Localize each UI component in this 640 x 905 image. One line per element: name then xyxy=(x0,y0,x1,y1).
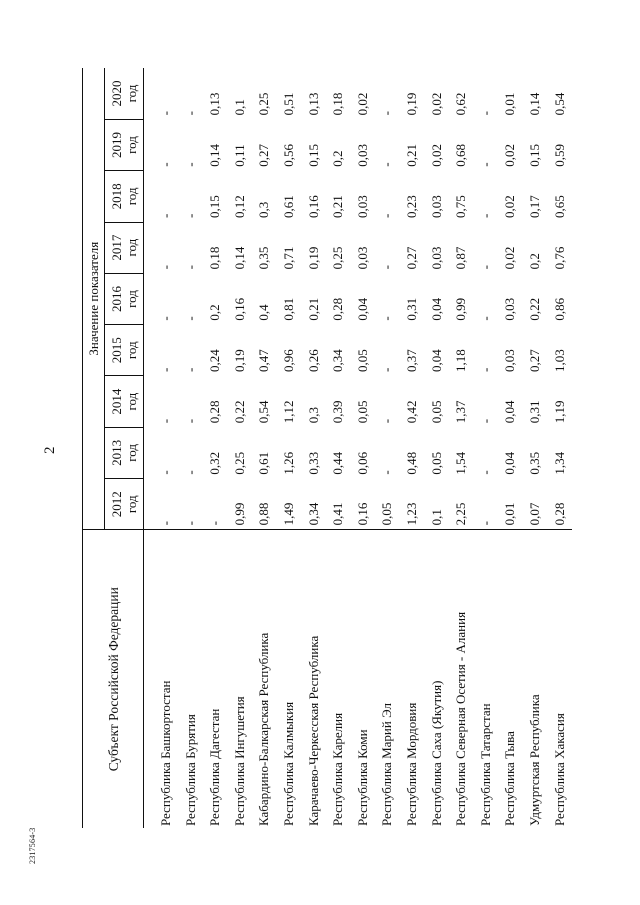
value-cell: 0,05 xyxy=(379,502,395,526)
value-cell: - xyxy=(477,162,493,167)
value-cell: - xyxy=(158,521,173,526)
subject-name-cell: Республика Мордовия xyxy=(400,530,425,828)
value-cell: 0,19 xyxy=(231,349,247,372)
value-cell: 0,99 xyxy=(453,297,469,321)
value-cell: - xyxy=(379,111,395,116)
value-cell: 0,27 xyxy=(526,349,542,372)
year-column-header xyxy=(105,479,144,530)
value-cell: 0,31 xyxy=(526,400,542,424)
table-row xyxy=(179,68,204,828)
value-cell: 1,26 xyxy=(280,451,296,475)
value-cell: 0,05 xyxy=(428,400,444,424)
value-cell: 0,13 xyxy=(207,92,223,116)
value-cell: 0,3 xyxy=(305,407,321,424)
value-cell: 0,25 xyxy=(256,92,272,116)
value-cell: - xyxy=(477,418,493,424)
value-cell: 0,06 xyxy=(354,451,370,475)
year-label: 2015 xyxy=(109,337,125,364)
value-cell: 0,03 xyxy=(502,349,518,372)
value-cell: 0,19 xyxy=(305,246,321,270)
value-cell: - xyxy=(182,213,198,219)
value-cell: 0,16 xyxy=(354,502,370,526)
year-unit-label: год xyxy=(124,495,140,514)
value-cell: - xyxy=(182,521,198,526)
subject-name-cell: Республика Татарстан xyxy=(474,530,499,828)
value-cell: 1,18 xyxy=(453,349,469,372)
value-cell: - xyxy=(477,111,493,116)
value-cell: 0,01 xyxy=(502,502,518,526)
value-cell: 1,49 xyxy=(280,502,296,526)
value-cell: 2,25 xyxy=(453,502,469,526)
value-cell: 0,75 xyxy=(453,195,469,219)
value-cell: 0,96 xyxy=(280,349,296,372)
value-cell: 0,03 xyxy=(354,195,370,219)
value-cell: - xyxy=(379,213,395,219)
value-cell: 0,25 xyxy=(231,451,247,475)
value-cell: 0,02 xyxy=(428,92,444,116)
value-cell: 0,39 xyxy=(330,400,346,424)
value-cell: - xyxy=(158,213,173,219)
table-row xyxy=(400,68,425,828)
year-label: 2018 xyxy=(109,183,125,210)
value-cell: 0,2 xyxy=(330,150,346,167)
value-cell: 0,71 xyxy=(280,246,296,270)
value-cell: 0,87 xyxy=(453,246,469,270)
value-cell: - xyxy=(379,470,395,475)
subject-name-cell: Республика Тыва xyxy=(498,530,523,828)
year-unit-label: год xyxy=(124,290,140,308)
value-cell: 0,86 xyxy=(551,297,567,321)
value-cell: 0,14 xyxy=(231,246,247,270)
value-cell: 0,05 xyxy=(354,349,370,372)
value-cell: 0,21 xyxy=(330,195,346,219)
value-cell: 0,16 xyxy=(231,297,247,321)
value-cell: 0,22 xyxy=(231,400,247,424)
value-cell: - xyxy=(379,367,395,372)
value-cell: 1,37 xyxy=(453,400,469,424)
table-row xyxy=(144,68,179,828)
value-cell: 0,33 xyxy=(305,451,321,475)
year-label: 2017 xyxy=(109,234,125,261)
value-cell: 0,11 xyxy=(231,144,247,167)
value-cell: 0,19 xyxy=(403,92,419,116)
value-cell: 0,03 xyxy=(428,195,444,219)
year-label: 2012 xyxy=(109,491,125,518)
value-cell: - xyxy=(182,111,198,116)
value-cell: 0,61 xyxy=(256,451,272,475)
value-cell: 0,02 xyxy=(502,246,518,270)
year-label: 2020 xyxy=(109,80,125,107)
value-cell: 0,24 xyxy=(207,349,223,372)
value-cell: 0,14 xyxy=(207,143,223,167)
value-cell: 0,42 xyxy=(403,400,419,424)
value-cell: - xyxy=(158,367,173,372)
value-cell: 0,02 xyxy=(502,143,518,167)
year-column-header xyxy=(105,119,144,170)
value-cell: 0,12 xyxy=(231,195,247,219)
value-cell: 0,03 xyxy=(354,246,370,270)
value-cell: 0,41 xyxy=(330,502,346,526)
value-cell: 0,88 xyxy=(256,502,272,526)
value-cell: - xyxy=(158,111,173,116)
value-cell: 0,02 xyxy=(502,195,518,219)
value-cell: 0,17 xyxy=(526,195,542,219)
value-cell: - xyxy=(477,213,493,219)
value-cell: 0,05 xyxy=(428,451,444,475)
value-cell: 0,21 xyxy=(305,297,321,321)
value-cell: 0,15 xyxy=(526,143,542,167)
value-cell: - xyxy=(158,418,173,424)
value-cell: 0,04 xyxy=(502,400,518,424)
value-cell: 0,31 xyxy=(403,297,419,321)
value-cell: 0,13 xyxy=(305,92,321,116)
page-number: 2 xyxy=(42,446,58,454)
table-row xyxy=(203,68,228,828)
value-cell: 0,2 xyxy=(207,304,223,321)
value-cell: 0,04 xyxy=(428,297,444,321)
year-column-header xyxy=(105,376,144,427)
year-column-header xyxy=(105,68,144,119)
value-cell: - xyxy=(477,367,493,372)
value-cell: 0,65 xyxy=(551,195,567,219)
value-cell: 0,04 xyxy=(354,297,370,321)
value-cell: 0,03 xyxy=(428,246,444,270)
value-cell: 0,3 xyxy=(256,201,272,219)
subject-name-cell: Республика Башкортостан xyxy=(144,530,179,828)
value-cell: 0,35 xyxy=(526,451,542,475)
value-cell: 0,02 xyxy=(428,143,444,167)
year-label: 2013 xyxy=(109,439,125,466)
year-column-header xyxy=(105,273,144,324)
year-column-header xyxy=(105,171,144,222)
value-cell: 0,68 xyxy=(453,143,469,167)
value-cell: - xyxy=(158,264,173,270)
value-cell: - xyxy=(379,162,395,167)
subject-name-cell: Республика Хакасия xyxy=(548,530,573,828)
value-cell: 0,05 xyxy=(354,400,370,424)
table-row xyxy=(228,68,253,828)
value-cell: 0,04 xyxy=(428,349,444,372)
value-cell: 0,01 xyxy=(502,92,518,116)
value-cell: 0,59 xyxy=(551,143,567,167)
value-cell: 0,76 xyxy=(551,246,567,270)
subject-name-cell: Республика Бурятия xyxy=(179,530,204,828)
indicator-table xyxy=(82,68,572,828)
value-cell: 0,23 xyxy=(403,195,419,219)
value-cell: - xyxy=(182,470,198,475)
value-cell: - xyxy=(207,521,223,526)
value-cell: - xyxy=(477,316,493,321)
value-cell: 0,56 xyxy=(280,143,296,167)
year-unit-label: год xyxy=(124,136,140,154)
value-cell: 0,37 xyxy=(403,349,419,372)
year-label: 2016 xyxy=(109,285,125,312)
value-cell: 0,18 xyxy=(207,246,223,270)
year-unit-label: год xyxy=(124,392,140,411)
value-cell: - xyxy=(182,264,198,270)
subject-name-cell: Республика Калмыкия xyxy=(277,530,302,828)
year-unit-label: год xyxy=(124,238,140,257)
table-row xyxy=(548,68,573,828)
value-cell: 0,28 xyxy=(551,502,567,526)
value-cell: 0,07 xyxy=(526,502,542,526)
value-cell: 0,4 xyxy=(256,304,272,321)
table-row xyxy=(474,68,499,828)
value-cell: 0,03 xyxy=(354,143,370,167)
table-row xyxy=(523,68,548,828)
year-label: 2019 xyxy=(109,132,125,159)
value-cell: 1,12 xyxy=(280,400,296,424)
subject-name-cell: Республика Северная Осетия - Алания xyxy=(449,530,474,828)
table-row xyxy=(375,68,400,828)
subject-name-cell: Удмуртская Республика xyxy=(523,530,548,828)
value-cell: - xyxy=(379,418,395,424)
value-cell: 0,48 xyxy=(403,451,419,475)
table-row xyxy=(302,68,327,828)
year-label: 2014 xyxy=(109,388,125,415)
value-cell: - xyxy=(477,264,493,270)
year-unit-label: год xyxy=(124,84,140,103)
value-cell: 0,54 xyxy=(256,400,272,424)
value-cell: 0,03 xyxy=(502,297,518,321)
value-cell: 0,47 xyxy=(256,349,272,372)
value-cell: - xyxy=(379,264,395,270)
value-cell: 0,28 xyxy=(207,400,223,424)
value-cell: 0,15 xyxy=(305,143,321,167)
year-unit-label: год xyxy=(124,341,140,360)
value-cell: 0,15 xyxy=(207,195,223,219)
value-cell: 0,16 xyxy=(305,195,321,219)
table-body xyxy=(144,68,573,828)
table-row xyxy=(449,68,474,828)
value-cell: - xyxy=(379,316,395,321)
value-cell: 0,35 xyxy=(256,246,272,270)
value-cell: 0,1 xyxy=(428,509,444,526)
value-cell: 0,26 xyxy=(305,349,321,372)
value-cell: - xyxy=(182,367,198,372)
year-unit-label: год xyxy=(124,187,140,206)
subject-name-cell: Карачаево-Черкесская Республика xyxy=(302,530,327,828)
value-cell: - xyxy=(477,521,493,526)
value-cell: 0,34 xyxy=(305,502,321,526)
document-code: 2317564-3 xyxy=(28,827,37,864)
header-row-top xyxy=(83,68,105,828)
value-cell: 0,21 xyxy=(403,143,419,167)
value-cell: 0,27 xyxy=(256,143,272,167)
value-cell: 0,2 xyxy=(526,253,542,270)
table-row xyxy=(277,68,302,828)
value-cell: - xyxy=(158,470,173,475)
value-cell: 1,19 xyxy=(551,400,567,424)
table-row xyxy=(498,68,523,828)
subject-column-header: Субъект Российской Федерации xyxy=(83,530,144,828)
value-cell: 0,22 xyxy=(526,297,542,321)
table-row xyxy=(425,68,450,828)
value-cell: 0,18 xyxy=(330,92,346,116)
value-cell: 0,34 xyxy=(330,349,346,372)
table-row xyxy=(351,68,376,828)
indicator-table-container xyxy=(82,68,572,828)
subject-name-cell: Республика Дагестан xyxy=(203,530,228,828)
value-cell: 1,23 xyxy=(403,502,419,526)
indicator-group-header: Значение показателя xyxy=(83,68,105,530)
value-cell: 0,62 xyxy=(453,92,469,116)
value-cell: 1,03 xyxy=(551,349,567,372)
value-cell: - xyxy=(158,162,173,167)
value-cell: 0,54 xyxy=(551,92,567,116)
value-cell: 0,32 xyxy=(207,451,223,475)
year-unit-label: год xyxy=(124,444,140,462)
value-cell: - xyxy=(182,316,198,321)
value-cell: 1,54 xyxy=(453,451,469,475)
value-cell: 0,14 xyxy=(526,92,542,116)
value-cell: 0,25 xyxy=(330,246,346,270)
value-cell: - xyxy=(182,162,198,167)
year-column-header xyxy=(105,222,144,273)
subject-name-cell: Республика Карелия xyxy=(326,530,351,828)
subject-name-cell: Республика Саха (Якутия) xyxy=(425,530,450,828)
year-column-header xyxy=(105,325,144,376)
value-cell: 0,61 xyxy=(280,195,296,219)
value-cell: 0,28 xyxy=(330,297,346,321)
value-cell: 0,27 xyxy=(403,246,419,270)
value-cell: 0,02 xyxy=(354,92,370,116)
value-cell: 0,04 xyxy=(502,451,518,475)
subject-name-cell: Республика Коми xyxy=(351,530,376,828)
value-cell: - xyxy=(182,418,198,424)
subject-name-cell: Республика Ингушетия xyxy=(228,530,253,828)
subject-name-cell: Республика Марий Эл xyxy=(375,530,400,828)
value-cell: 0,81 xyxy=(280,297,296,321)
value-cell: 0,51 xyxy=(280,92,296,116)
year-column-header xyxy=(105,427,144,478)
value-cell: - xyxy=(158,316,173,321)
subject-name-cell: Кабардино-Балкарская Республика xyxy=(252,530,277,828)
table-row xyxy=(252,68,277,828)
value-cell: - xyxy=(477,470,493,475)
value-cell: 1,34 xyxy=(551,451,567,475)
value-cell: 0,44 xyxy=(330,451,346,475)
value-cell: 0,1 xyxy=(231,99,247,116)
table-row xyxy=(326,68,351,828)
value-cell: 0,99 xyxy=(231,502,247,526)
